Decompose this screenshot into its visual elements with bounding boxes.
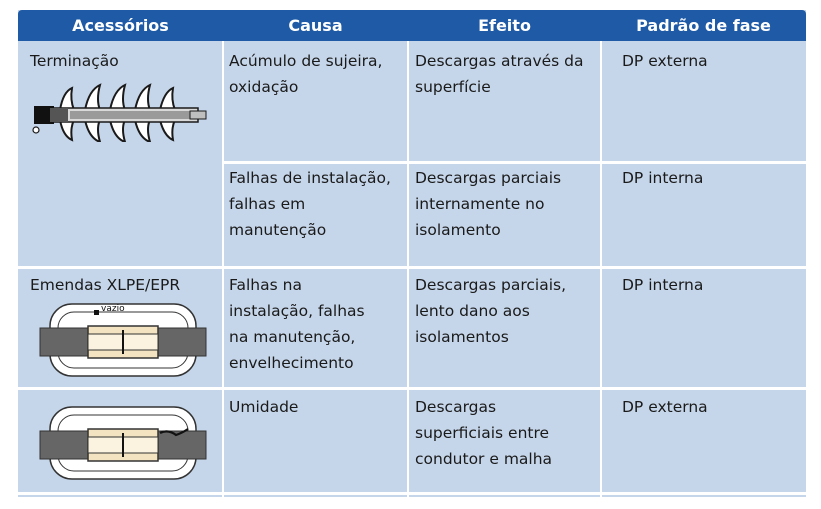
phase-cell: DP interna bbox=[622, 169, 704, 187]
header-cause: Causa bbox=[288, 16, 343, 35]
column-divider bbox=[222, 41, 224, 497]
cause-cell: Falhas de instalação, falhas em manutenção bbox=[229, 169, 391, 239]
phase-cell: DP interna bbox=[622, 276, 704, 294]
cause-cell: Umidade bbox=[229, 398, 299, 416]
splice-moisture-illustration bbox=[38, 403, 208, 483]
row-divider bbox=[18, 266, 806, 269]
effect-cell: Descargas parciais, lento dano aos isolamentos bbox=[415, 276, 567, 346]
effect-cell: Descargas superficiais entre condutor e malha bbox=[415, 398, 553, 468]
accessory-splices: Emendas XLPE/EPR bbox=[30, 276, 181, 294]
column-divider bbox=[407, 41, 409, 497]
termination-illustration bbox=[30, 80, 210, 142]
row-divider bbox=[18, 387, 806, 390]
effect-cell: Descargas através da superfície bbox=[415, 52, 584, 96]
row-divider bbox=[224, 161, 806, 164]
accessory-termination: Terminação bbox=[30, 52, 119, 70]
void-label: vazio bbox=[101, 304, 125, 314]
effect-cell: Descargas parciais internamente no isolamento bbox=[415, 169, 562, 239]
cause-cell: Falhas na instalação, falhas na manutenção, envelhecimento bbox=[229, 276, 365, 372]
header-phase-pattern: Padrão de fase bbox=[636, 16, 771, 35]
phase-cell: DP externa bbox=[622, 52, 708, 70]
row-divider bbox=[18, 492, 806, 495]
phase-cell: DP externa bbox=[622, 398, 708, 416]
header-accessories: Acessórios bbox=[72, 16, 169, 35]
column-divider bbox=[600, 41, 602, 497]
cause-cell: Acúmulo de sujeira, oxidação bbox=[229, 52, 383, 96]
header-effect: Efeito bbox=[478, 16, 531, 35]
